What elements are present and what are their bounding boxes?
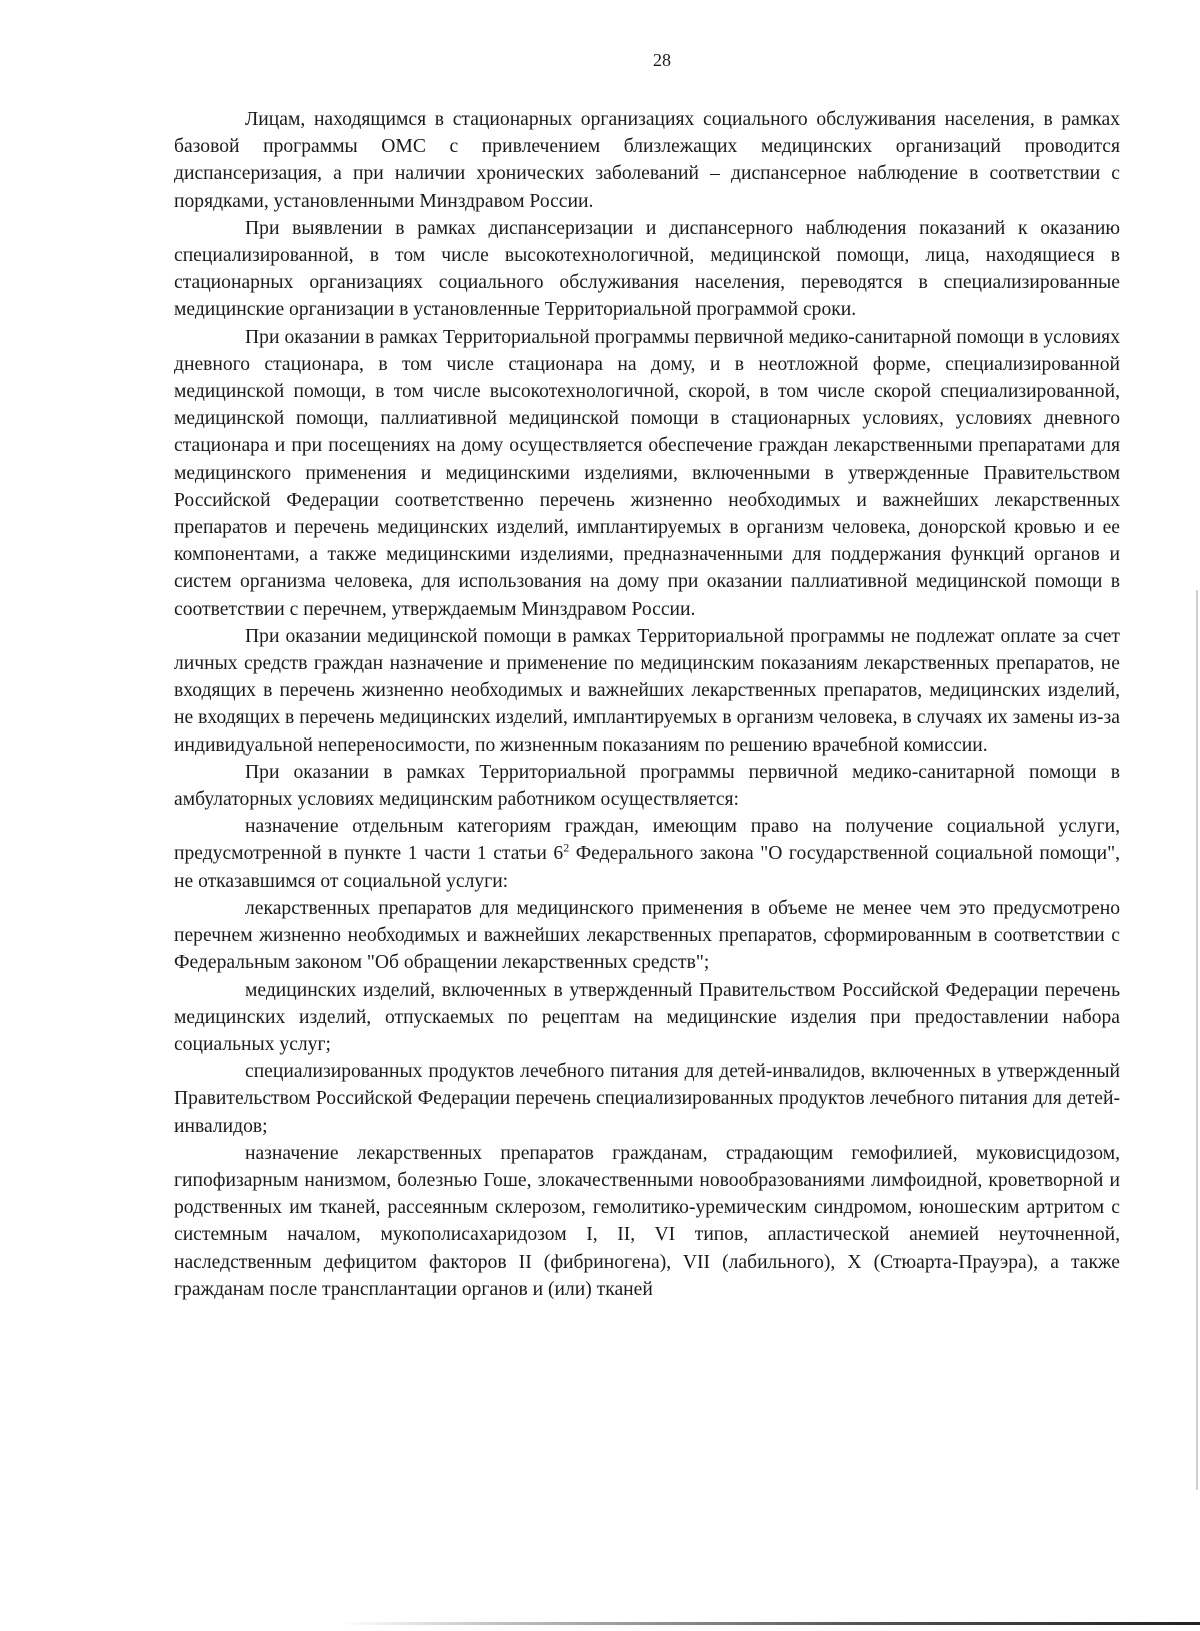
scan-edge-bottom <box>340 1622 1200 1625</box>
paragraph-5: При оказании в рамках Территориальной программы первичной медико-санитарной помощи в амбулаторных условиях медицинским работником осуществляется: <box>174 761 1120 811</box>
paragraph-7: лекарственных препаратов для медицинского применения в объеме не менее чем это предусмотрено перечнем жизненно необходимых и важнейших лекарственных препаратов, сформированным в соответствии с Федеральным законом "Об обращении лекарственных средств"; <box>174 897 1120 974</box>
document-body <box>174 106 1120 1303</box>
paragraph-1: Лицам, находящимся в стационарных организациях социального обслуживания населения, в рамках базовой программы ОМС с привлечением близлежащих медицинских организаций проводится диспансеризация, а при наличии хронических заболеваний – диспансерное наблюдение в соответствии с порядками, установленными Минздравом России. <box>174 109 1120 212</box>
paragraph-10: назначение лекарственных препаратов гражданам, страдающим гемофилией, муковисцидозом, гипофизарным нанизмом, болезнью Гоше, злокачественными новообразованиями лимфоидной, кроветворной и родственных им тканей, рассеянным склерозом, гемолитико-уремическим синдромом, юношеским артритом с системным началом, мукополисахаридозом I, II, VI типов, апластической анемией неуточненной, наследственным дефицитом факторов II (фибриногена), VII (лабильного), X (Стюарта-Прауэра), а также гражданам после трансплантации органов и (или) тканей <box>174 1142 1120 1300</box>
paragraph-8: медицинских изделий, включенных в утвержденный Правительством Российской Федерации перечень медицинских изделий, отпускаемых по рецептам на медицинские изделия при предоставлении набора социальных услуг; <box>174 979 1120 1055</box>
paragraph-6-text-end: Федерального закона "О государственной социальной помощи", не отказавшимся от социальной услуги: <box>174 843 1120 892</box>
paragraph-4: При оказании медицинской помощи в рамках Территориальной программы не подлежат оплате за счет личных средств граждан назначение и применение по медицинским показаниям лекарственных препаратов, не входящих в перечень жизненно необходимых и важнейших лекарственных препаратов, медицинских изделий, не входящих в перечень медицинских изделий, имплантируемых в организм человека, в случаях их замены из-за индивидуальной непереносимости, по жизненным показаниям по решению врачебной комиссии. <box>174 625 1120 756</box>
page-number: 28 <box>653 50 671 70</box>
scan-edge-right <box>1196 590 1198 1490</box>
paragraph-2: При выявлении в рамках диспансеризации и диспансерного наблюдения показаний к оказанию специализированной, в том числе высокотехнологичной, медицинской помощи, лица, находящиеся в стационарных организациях социального обслуживания населения, переводятся в специализированные медицинские организации в установленные Территориальной программой сроки. <box>174 217 1120 321</box>
paragraph-6 <box>174 813 1120 895</box>
paragraph-6-text-start: назначение отдельным категориям граждан, имеющим право на получение социальной услуги, предусмотренной в пункте 1 части 1 статьи 6 <box>174 816 1120 865</box>
paragraph-6-superscript: 2 <box>563 840 570 855</box>
paragraph-9: специализированных продуктов лечебного питания для детей-инвалидов, включенных в утвержденный Правительством Российской Федерации перечень специализированных продуктов лечебного питания для детей-инвалидов; <box>174 1061 1120 1137</box>
paragraph-3: При оказании в рамках Территориальной программы первичной медико-санитарной помощи в условиях дневного стационара, в том числе стационара на дому, и в неотложной форме, специализированной медицинской помощи, в том числе высокотехнологичной, скорой, в том числе скорой специализированной, медицинской помощи, паллиативной медицинской помощи в стационарных условиях, условиях дневного стационара и при посещениях на дому осуществляется обеспечение граждан лекарственными препаратами для медицинского применения и медицинскими изделиями, включенными в утвержденные Правительством Российской Федерации соответственно перечень жизненно необходимых и важнейших лекарственных препаратов и перечень медицинских изделий, имплантируемых в организм человека, донорской кровью и ее компонентами, а также медицинскими изделиями, предназначенными для поддержания функций органов и систем организма человека, для использования на дому при оказании паллиативной медицинской помощи в соответствии с перечнем, утверждаемым Минздравом России. <box>174 326 1120 620</box>
